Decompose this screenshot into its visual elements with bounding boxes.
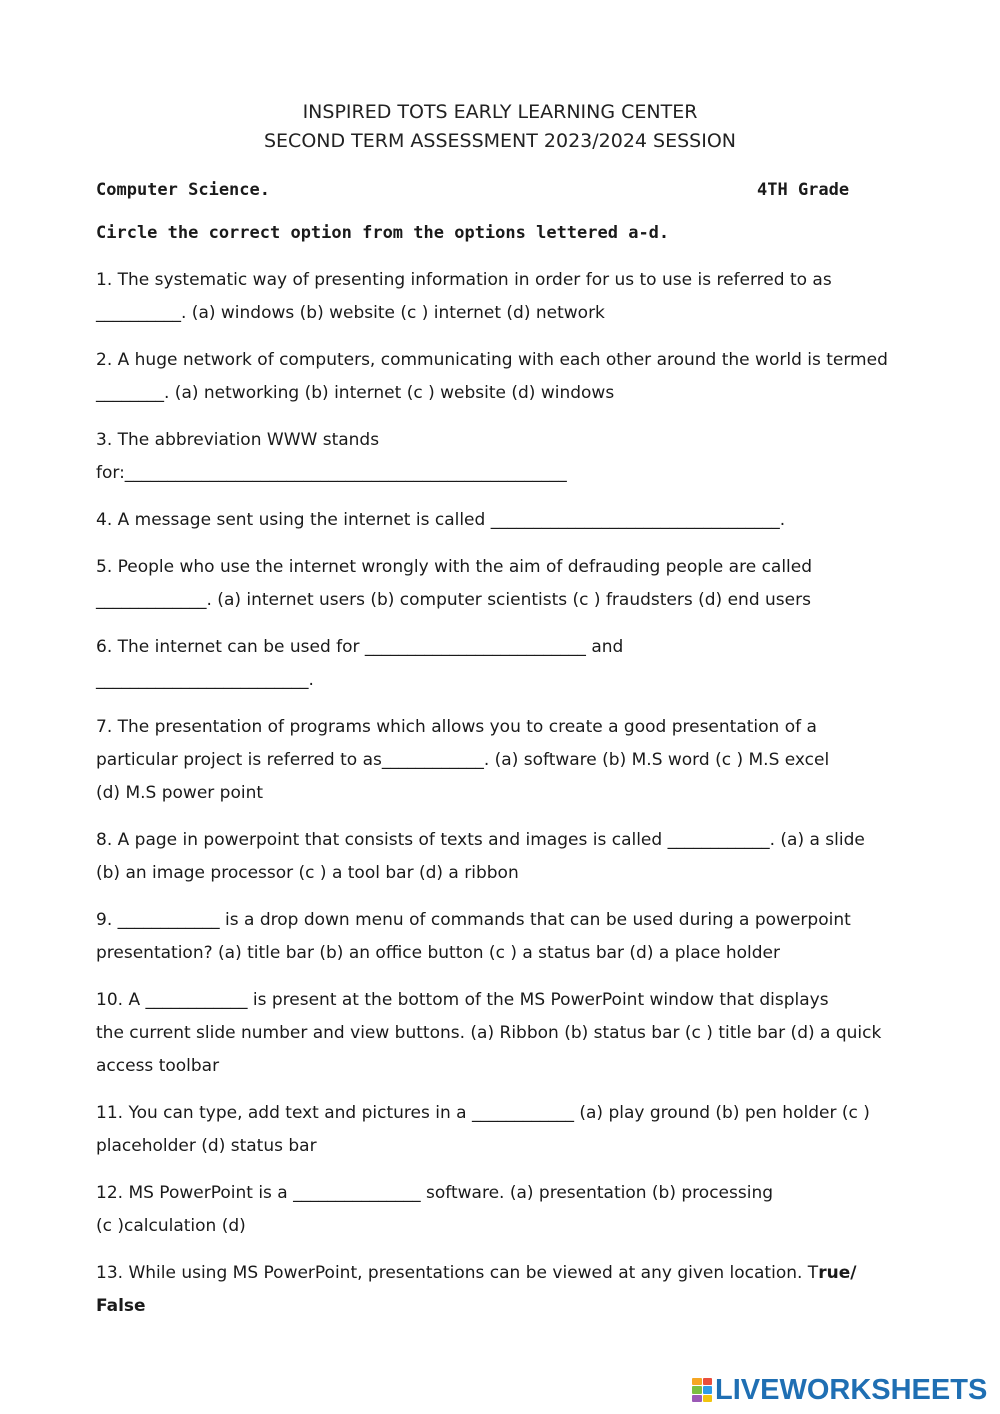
question-line: 1. The systematic way of presenting information in order for us to use is referred to as bbox=[96, 270, 832, 290]
question-line: __________. (a) windows (b) website (c ) internet (d) network bbox=[96, 303, 605, 323]
question-7 bbox=[96, 711, 926, 810]
question-line: 7. The presentation of programs which allows you to create a good presentation of a bbox=[96, 717, 817, 737]
logo-block bbox=[703, 1386, 713, 1393]
question-3 bbox=[96, 424, 926, 490]
logo-block bbox=[703, 1395, 713, 1402]
question-13 bbox=[96, 1257, 926, 1323]
question-line: the current slide number and view buttons. (a) Ribbon (b) status bar (c ) title bar (d) a quick bbox=[96, 1023, 882, 1043]
question-line: 8. A page in powerpoint that consists of texts and images is called ____________. (a) a slide bbox=[96, 830, 865, 850]
question-line: (b) an image processor (c ) a tool bar (d) a ribbon bbox=[96, 863, 519, 883]
subject-label: Computer Science. bbox=[96, 180, 270, 200]
question-line: 10. A ____________ is present at the bottom of the MS PowerPoint window that displays bbox=[96, 990, 829, 1010]
question-line: _____________. (a) internet users (b) computer scientists (c ) fraudsters (d) end users bbox=[96, 590, 811, 610]
question-6 bbox=[96, 631, 926, 697]
question-line: ________. (a) networking (b) internet (c ) website (d) windows bbox=[96, 383, 615, 403]
liveworksheets-logo-text: LIVEWORKSHEETS bbox=[715, 1373, 988, 1406]
question-1 bbox=[96, 264, 926, 330]
question-line: placeholder (d) status bar bbox=[96, 1136, 317, 1156]
question-11 bbox=[96, 1097, 926, 1163]
logo-block bbox=[703, 1378, 713, 1385]
question-line: access toolbar bbox=[96, 1056, 220, 1076]
liveworksheets-logo-icon bbox=[692, 1378, 712, 1402]
question-line: 11. You can type, add text and pictures in a ____________ (a) play ground (b) pen holder (c ) bbox=[96, 1103, 870, 1123]
question-13-true: rue/ bbox=[818, 1263, 857, 1283]
document-header bbox=[0, 98, 1000, 156]
logo-block bbox=[692, 1395, 702, 1402]
question-line: for:____________________________________________________ bbox=[96, 463, 567, 483]
question-line: 3. The abbreviation WWW stands bbox=[96, 430, 380, 450]
question-line: 4. A message sent using the internet is called __________________________________. bbox=[96, 510, 786, 530]
question-line: presentation? (a) title bar (b) an office button (c ) a status bar (d) a place holder bbox=[96, 943, 780, 963]
question-5 bbox=[96, 551, 926, 617]
logo-block bbox=[692, 1386, 702, 1393]
assessment-title: SECOND TERM ASSESSMENT 2023/2024 SESSION bbox=[263, 130, 737, 152]
question-line: 6. The internet can be used for __________________________ and bbox=[96, 637, 624, 657]
question-line bbox=[96, 1257, 926, 1290]
liveworksheets-logo bbox=[692, 1372, 987, 1408]
question-9 bbox=[96, 904, 926, 970]
instruction-text: Circle the correct option from the options lettered a-d. bbox=[96, 223, 670, 243]
question-line: 12. MS PowerPoint is a _______________ software. (a) presentation (b) processing bbox=[96, 1183, 774, 1203]
question-line: 2. A huge network of computers, communicating with each other around the world is termed bbox=[96, 350, 888, 370]
question-4 bbox=[96, 504, 926, 537]
logo-block bbox=[692, 1378, 702, 1385]
question-line: particular project is referred to as____________. (a) software (b) M.S word (c ) M.S excel bbox=[96, 750, 830, 770]
question-8 bbox=[96, 824, 926, 890]
question-line: (c )calculation (d) bbox=[96, 1216, 246, 1236]
question-13-text: 13. While using MS PowerPoint, presentations can be viewed at any given location. T bbox=[96, 1263, 819, 1283]
question-line: _________________________. bbox=[96, 670, 314, 690]
question-line: 5. People who use the internet wrongly with the aim of defrauding people are called bbox=[96, 557, 813, 577]
school-name: INSPIRED TOTS EARLY LEARNING CENTER bbox=[302, 101, 698, 123]
grade-label: 4TH Grade bbox=[757, 180, 850, 200]
question-2 bbox=[96, 344, 926, 410]
question-line: (d) M.S power point bbox=[96, 783, 264, 803]
question-10 bbox=[96, 984, 926, 1083]
question-12 bbox=[96, 1177, 926, 1243]
question-line: 9. ____________ is a drop down menu of commands that can be used during a powerpoint bbox=[96, 910, 851, 930]
question-13-false: False bbox=[96, 1296, 146, 1316]
